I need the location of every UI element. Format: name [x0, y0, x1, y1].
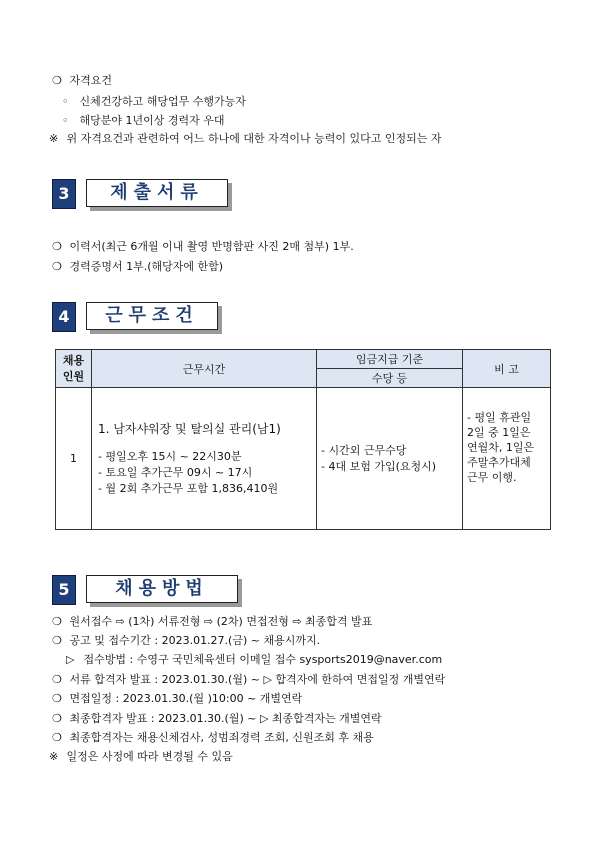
cell-headcount: 1 [56, 388, 92, 530]
schedule-line: - 토요일 추가근무 09시 ~ 17시 [98, 466, 253, 479]
qualification-title: 자격요건 [69, 74, 113, 87]
section-title: 채용방법 [86, 575, 238, 603]
dot-bullet-icon: ◦ [62, 95, 69, 108]
header-headcount: 채용 인원 [56, 350, 92, 388]
bullet-icon: ❍ [52, 634, 62, 647]
circle-bullet-icon: ❍ [52, 260, 62, 273]
dot-bullet-icon: ◦ [62, 114, 69, 127]
method-line: ❍ 원서접수 ⇨ (1차) 서류전형 ⇨ (2차) 면접전형 ⇨ 최종합격 발표 [52, 615, 373, 628]
cell-hours [92, 388, 317, 530]
position-title: 1. 남자샤워장 및 탈의실 관리(남1) [98, 422, 281, 436]
cell-allowance [317, 388, 463, 530]
table-row [56, 388, 551, 530]
document-item: ❍ 경력증명서 1부.(해당자에 한함) [52, 260, 224, 273]
cell-remarks [463, 388, 551, 530]
triangle-bullet-icon: ▷ [66, 653, 75, 666]
remarks-line: - 평일 휴관일 [467, 411, 532, 424]
reference-mark-icon: ※ [49, 132, 59, 145]
circle-bullet-icon: ❍ [52, 74, 62, 87]
remarks-line: 2일 중 1일은 [467, 426, 531, 439]
bullet-icon: ❍ [52, 615, 62, 628]
section-3-heading [52, 179, 242, 207]
schedule-line: - 월 2회 추가근무 포함 1,836,410원 [98, 482, 279, 495]
remarks-line: 근무 이행. [467, 471, 517, 484]
section-4-heading [52, 302, 232, 330]
remarks-line: 주말추가대체 [467, 456, 531, 469]
header-allowance: 수당 등 [317, 369, 463, 388]
section-number: 5 [52, 575, 76, 605]
method-line: ❍ 공고 및 접수기간 : 2023.01.27.(금) ~ 채용시까지. [52, 634, 321, 647]
qualification-item: ◦ 신체건강하고 해당업무 수행가능자 [62, 95, 246, 108]
method-line: ❍ 서류 합격자 발표 : 2023.01.30.(월) ~ ▷ 합격자에 한하여 면접일정 개별연락 [52, 673, 446, 686]
bullet-icon: ❍ [52, 731, 62, 744]
section-number: 3 [52, 179, 76, 209]
section-title: 제출서류 [86, 179, 228, 207]
reference-mark-icon: ※ [49, 750, 59, 763]
bullet-icon: ❍ [52, 692, 62, 705]
section-title: 근무조건 [86, 302, 218, 330]
document-item: ❍ 이력서(최근 6개월 이내 촬영 반명함판 사진 2매 첨부) 1부. [52, 240, 354, 253]
qualification-item: ◦ 해당분야 1년이상 경력자 우대 [62, 114, 225, 127]
circle-bullet-icon: ❍ [52, 240, 62, 253]
remarks-line: 연월차, 1일은 [467, 441, 535, 454]
method-line: ❍ 최종합격자는 채용신체검사, 성범죄경력 조회, 신원조회 후 채용 [52, 731, 374, 744]
bullet-icon: ❍ [52, 712, 62, 725]
allowance-line: - 4대 보험 가입(요청시) [321, 459, 437, 473]
schedule-line: - 평일오후 15시 ~ 22시30분 [98, 450, 242, 463]
method-line: ※ 일정은 사정에 따라 변경될 수 있음 [49, 750, 233, 763]
qualification-title-line [52, 74, 112, 88]
method-line: ❍ 면접일정 : 2023.01.30.(월 )10:00 ~ 개별연락 [52, 692, 303, 705]
header-hours: 근무시간 [92, 350, 317, 388]
work-conditions-table [55, 349, 551, 530]
section-number: 4 [52, 302, 76, 332]
qualification-note: ※ 위 자격요건과 관련하여 어느 하나에 대한 자격이나 능력이 있다고 인정되는 자 [49, 132, 442, 145]
method-line: ▷ 접수방법 : 수영구 국민체육센터 이메일 접수 sysports2019@naver.com [66, 653, 443, 666]
section-5-heading [52, 575, 252, 603]
allowance-line: - 시간외 근무수당 [321, 443, 407, 457]
method-line: ❍ 최종합격자 발표 : 2023.01.30.(월) ~ ▷ 최종합격자는 개별연락 [52, 712, 382, 725]
header-remarks: 비 고 [463, 350, 551, 388]
bullet-icon: ❍ [52, 673, 62, 686]
header-wage-group: 임금지급 기준 [317, 350, 463, 369]
